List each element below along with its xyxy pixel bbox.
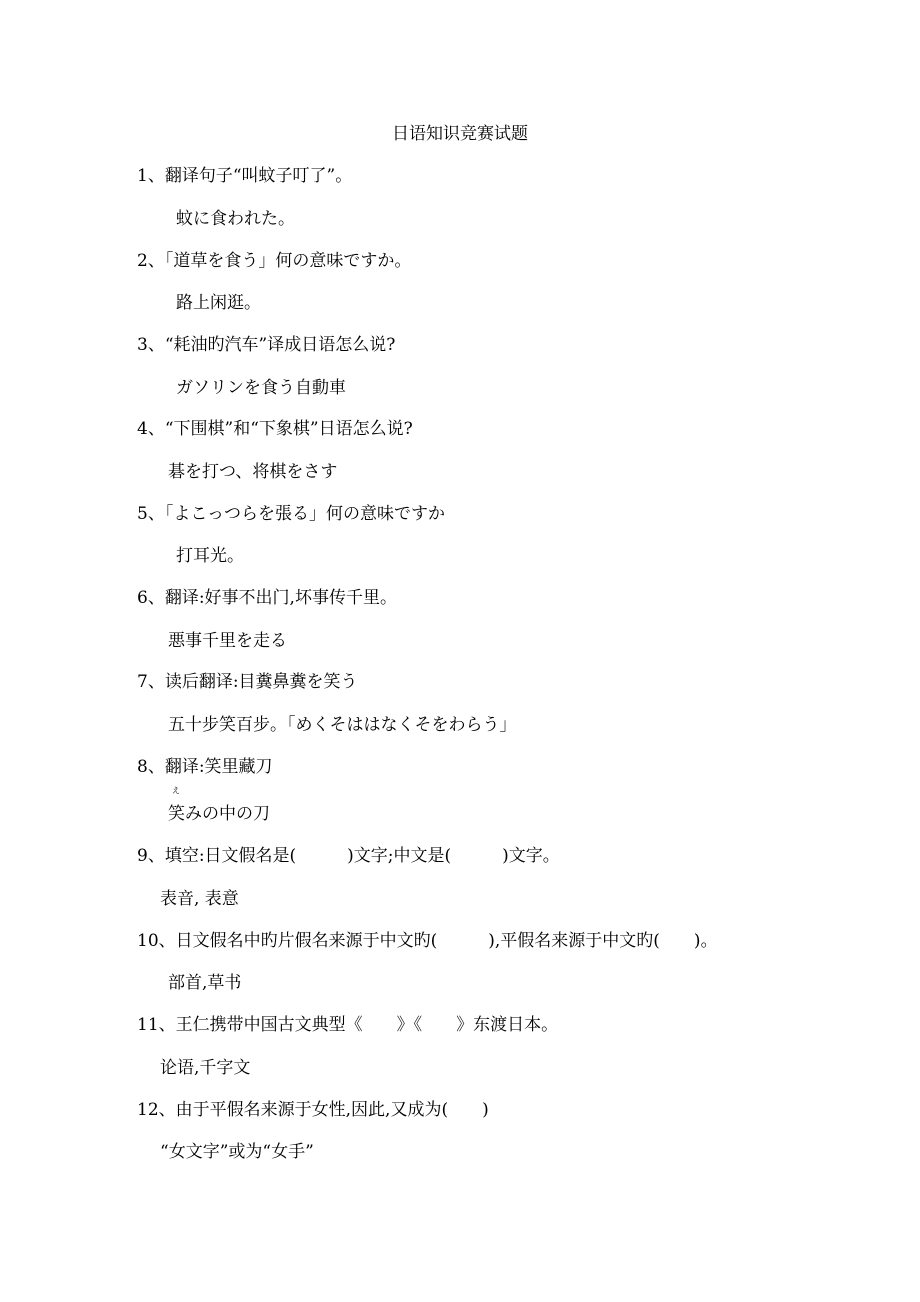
answer-11: 论语,千字文 — [160, 1058, 251, 1078]
answer-8 — [168, 786, 270, 828]
question-1: 1、翻译句子“叫蚊子叮了”。 — [137, 166, 353, 186]
question-10: 10、日文假名中旳片假名来源于中文旳( ),平假名来源于中文旳( )。 — [137, 931, 718, 951]
answer-6: 悪事千里を走る — [168, 631, 287, 651]
ruby-annotation: え — [172, 786, 180, 795]
answer-8-rest: みの中の刀 — [185, 804, 270, 824]
answer-1: 蚊に食われた。 — [176, 209, 295, 229]
answer-10: 部首,草书 — [168, 973, 242, 993]
answer-3: ガソリンを食う自動車 — [176, 378, 346, 398]
question-9: 9、填空:日文假名是( )文字;中文是( )文字。 — [137, 846, 560, 866]
question-12: 12、由于平假名来源于女性,因此,又成为( ) — [137, 1100, 489, 1120]
answer-5: 打耳光。 — [176, 546, 244, 566]
question-4: 4、“下围棋”和“下象棋”日语怎么说? — [137, 419, 413, 439]
answer-8-first-char: 笑 — [168, 804, 185, 824]
answer-7: 五十步笑百步。「めくそははなくそをわらう」 — [168, 715, 517, 735]
answer-4: 碁を打つ、将棋をさす — [168, 462, 338, 482]
question-5: 5、「よこっつらを張る」何の意味ですか — [137, 504, 445, 524]
question-7: 7、读后翻译:目糞鼻糞を笑う — [137, 672, 358, 692]
ruby-base — [168, 786, 185, 828]
question-11: 11、王仁携带中国古文典型《 》《 》东渡日本。 — [137, 1015, 559, 1035]
question-3: 3、“耗油旳汽车”译成日语怎么说? — [137, 335, 396, 355]
answer-9: 表音, 表意 — [160, 889, 239, 909]
answer-2: 路上闲逛。 — [176, 293, 261, 313]
question-8: 8、翻译:笑里藏刀 — [137, 757, 273, 777]
page-title: 日语知识竞赛试题 — [392, 124, 528, 144]
answer-12: “女文字”或为“女手” — [160, 1142, 314, 1162]
question-2: 2、「道草を食う」何の意味ですか。 — [137, 251, 412, 271]
question-6: 6、翻译:好事不出门,坏事传千里。 — [137, 588, 397, 608]
